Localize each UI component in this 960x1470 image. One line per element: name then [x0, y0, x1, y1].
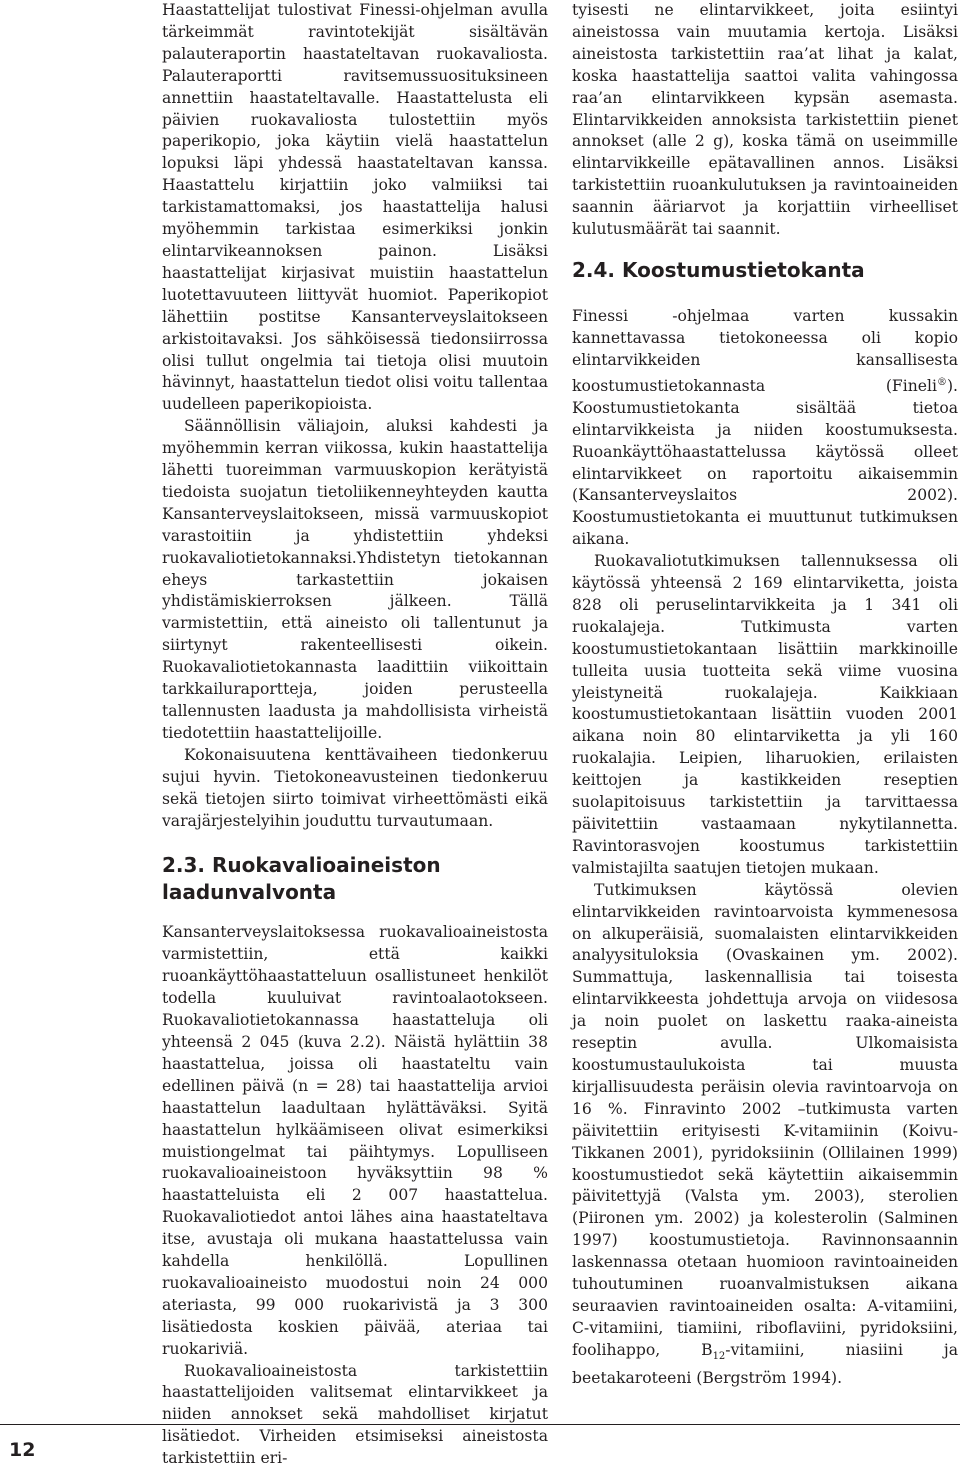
paragraph: Haastattelijat tulostivat Finessi-ohjelman avulla tärkeimmät ravintotekijät sisältävän palauteraportin haastateltavan ruokavaliosta. Palauteraportti ravitsemussuosituksineen annettiin haastateltavalle. Haastattelusta eli päivien ruokavaliosta tulostettiin myös paperikopio, joka käytiin vielä haastattelun lopuksi läpi yhdessä haastateltavan kanssa. Haastattelu kirjattiin joko valmiiksi tai tarkistamattomaksi, jos haastattelija halusi myöhemmin tarkistaa esimerkiksi jonkin elintarvikeannoksen painon. Lisäksi haastattelijat kirjasivat muistiin haastattelun luotettavuuteen liittyvät huomiot. Paperikopiot lähettiin postitse Kansanterveyslaitokseen arkistoitavaksi. Jos sähköisessä tiedonsiirrossa olisi tullut ongelmia tai tietoja olisi muutoin hävinnyt, haastattelun tiedot olisi voitu tallentaa uudelleen paperikopioista. — [162, 1, 548, 414]
section-heading: 2.4. Koostumustietokanta — [572, 257, 865, 282]
left-column — [162, 0, 548, 1470]
footer-divider — [0, 1424, 960, 1425]
paragraph: Ruokavaliotutkimuksen tallennuksessa oli käytössä yhteensä 2 169 elintarviketta, joista 828 oli peruselintarvikkeita ja 1 341 oli ruokalajeja. Tutkimusta varten koostumustietokantaan lisättiin markkinoille tulleita uusia tuotteita sekä viime vuosina yleistyneitä ruokalajeja. Kaikkiaan koostumustietokantaan lisättiin vuoden 2001 aikana noin 80 elintarviketta ja yli 160 ruokalajia. Leipien, liharuokien, erilaisten keittojen ja kastikkeiden reseptien suolapitoisuus tarkistettiin ja tarvittaessa päivitettiin vastaamaan nykytilannetta. Ravintorasvojen koostumus tarkistettiin valmistajilta saatujen tietojen mukaan. — [572, 552, 958, 877]
paragraph: Kansanterveyslaitoksessa ruokavalioaineistosta varmistettiin, että kaikki ruoankäyttöhaastatteluun osallistuneet henkilöt todella kuuluivat ravintoalaotokseen. Ruokavaliotietokannassa haastatteluja oli yhteensä 2 045 (kuva 2.2). Näistä hylättiin 38 haastattelua, joissa oli haastateltu vain edellinen päivä (n = 28) tai haastattelija arvioi haastattelun laadultaan hylättäväksi. Syitä haastattelun hylkäämiseen olivat esimerkiksi muistiongelmat tai päihtymys. Lopulliseen ruokavalioaineistoon hyväksyttiin 98 % haastatteluista eli 2 007 haastattelua. Ruokavaliotiedot antoi lähes aina haastateltava itse, avustaja oli mukana haastattelussa vain kahdella henkilöllä. Lopullinen ruokavalioaineisto muodostui noin 24 000 ateriasta, 99 000 ruokarivistä ja 3 300 lisätiedosta koskien päivää, ateriaa tai ruokariviä. — [162, 923, 548, 1358]
paragraph: Säännöllisin väliajoin, aluksi kahdesti ja myöhemmin kerran viikossa, kukin haastattelija lähetti tuoreimman varmuuskopion kerätyistä tiedoista suojatun tietoliikenneyhteyden kautta Kansanterveyslaitokseen, missä varmuuskopiot varastoitiin ja yhdistettiin yhdeksi ruokavaliotietokannaksi.Yhdistetyn tietokannan eheys tarkastettiin jokaisen yhdistämiskierroksen jälkeen. Tällä varmistettiin, että aineisto oli tallentunut ja siirtynyt rakenteellisesti oikein. Ruokavaliotietokannasta laadittiin viikoittain tarkkailuraportteja, joiden perusteella tallennusten laadusta ja mahdollisista virheistä tiedotettiin haastattelijoille. — [162, 417, 548, 742]
paragraph-text: ). Koostumustietokanta sisältää tietoa elintarvikkeista ja niiden koostumuksesta. Ruoankäyttöhaastattelussa käytössä olleet elintarvikkeet on raportoitu aikaisemmin (Kansanterveyslaitos 2002). Koostumustietokanta ei muuttunut tutkimuksen aikana. — [572, 376, 958, 549]
subscript: 12 — [712, 1350, 726, 1362]
right-column — [572, 0, 958, 1390]
paragraph-text: Tutkimuksen käytössä olevien elintarvikkeiden ravintoarvoista kymmenesosa on alkuperäisiä, suomalaisten elintarvikkeiden analyysituloksia (Ovaskainen ym. 2002). Summattuja, laskennallisia tai toisesta elintarvikkeesta johdettuja arvoja on viidesosa ja noin puolet on laskettu raaka-aineista reseptin avulla. Ulkomaisista koostumustaulukoista tai muusta kirjallisuudesta peräisin olevia ravintoarvoja on 16 %. Finravinto 2002 –tutkimusta varten päivitettiin erityisesti K-vitamiinin (Koivu-Tikkanen 2001), pyridoksiinin (Ollilainen 1999) koostumustiedot sekä käytettiin aikaisemmin päivitettyjä (Valsta ym. 2003), sterolien (Piironen ym. 2002) ja kolesterolin (Salminen 1997) koostumustietoja. Ravinnonsaannin laskennassa otetaan huomioon ravintoaineiden tuhoutuminen ruoanvalmistuksen aikana seuraavien ravintoaineiden osalta: A-vitamiini, C-vitamiini, tiamiini, riboflaviini, pyridoksiini, foolihappo, B — [572, 880, 958, 1359]
paragraph-text: Finessi -ohjelmaa varten kussakin kannettavassa tietokoneessa oli kopio elintarvikkeiden kansallisesta koostumustietokannasta (Fineli — [572, 306, 958, 395]
paragraph: Ruokavalioaineistosta tarkistettiin haastattelijoiden valitsemat elintarvikkeet ja niiden annokset sekä mahdolliset kirjatut lisätiedot. Virheiden etsimiseksi aineistosta tarkistettiin eri- — [162, 1361, 548, 1468]
registered-mark: ® — [936, 376, 947, 388]
paragraph-text: -vitamiini, niasiini ja beetakaroteeni (Bergström 1994). — [572, 1340, 958, 1387]
paragraph — [572, 880, 958, 1390]
paragraph — [572, 306, 958, 551]
paragraph: tyisesti ne elintarvikkeet, joita esiintyi aineistossa vain muutamia kertoja. Lisäksi aineistosta tarkistettiin raa’at lihat ja kalat, koska haastattelija saattoi valita vahingossa raa’an elintarvikkeen kypsän asemasta. Elintarvikkeiden annoksista tarkistettiin pienet annokset (alle 2 g), koska tämä on useimmille elintarvikkeille epätavallinen annos. Lisäksi tarkistettiin ruoankulutuksen ja ravintoaineiden saannin ääriarvot ja korjattiin virheelliset kulutusmäärät tai saannit. — [572, 1, 958, 239]
paragraph: Kokonaisuutena kenttävaiheen tiedonkeruu sujui hyvin. Tietokoneavusteinen tiedonkeruu sekä tietojen siirto toimivat virheettömästi eikä varajärjestelyihin jouduttu turvautumaan. — [162, 745, 548, 830]
page-number: 12 — [9, 1439, 36, 1461]
section-heading: 2.3. Ruokavalioaineiston laadunvalvonta — [162, 853, 441, 905]
